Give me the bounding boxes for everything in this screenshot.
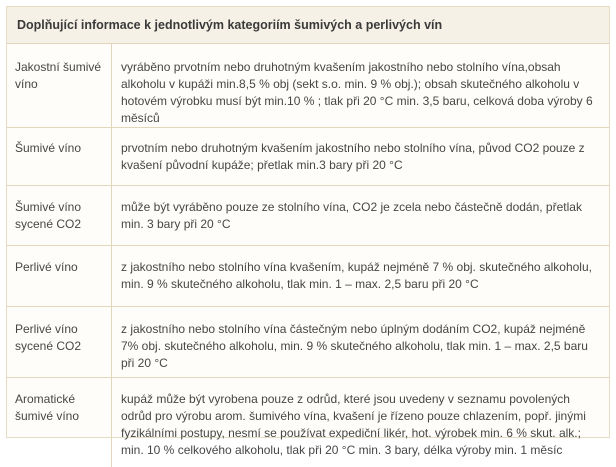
description-cell: kupáž může být vyrobena pouze z odrůd, které jsou uvedeny v seznamu povolených odrůd pro výrobu arom. šumivého vína, kvašení je řízeno pouze chlazením, popř. jinými fyzikálními postupy, nesmí se používat expediční likér, hot. výrobek min. 6 % skut. alk.; min. 10 % celkového alkoholu, tlak při 20 °C min. 3 bary, délka výroby min. 1 měsíc [112,378,610,467]
category-cell: Aromatické šumivé víno [7,378,112,467]
description-cell: z jakostního nebo stolního vína kvašením, kupáž nejméně 7 % obj. skutečného alkoholu, min. 9 % skutečného alkoholu, tlak min. 1 – max. 2,5 baru při 20 °C [112,246,610,307]
description-cell: prvotním nebo druhotným kvašením jakostního nebo stolního vína, původ CO2 pouze z kvašení původní kupáže; přetlak min.3 bary při 20 °C [112,128,610,186]
info-table-container [6,6,610,438]
category-cell: Perlivé víno sycené CO2 [7,307,112,378]
table-row [7,128,609,186]
table-row [7,44,609,128]
table-title: Doplňující informace k jednotlivým kategoriím šumivých a perlivých vín [7,7,609,44]
table-row [7,307,609,378]
category-cell: Šumivé víno sycené CO2 [7,186,112,246]
description-cell: z jakostního nebo stolního vína částečným nebo úplným dodáním CO2, kupáž nejméně 7% obj. skutečného alkoholu, min. 9 % skutečného alkoholu, tlak min. 1 – max. 2,5 baru při 20 °C [112,307,610,378]
table-row [7,246,609,307]
description-cell: může být vyráběno pouze ze stolního vína, CO2 je zcela nebo částečně dodán, přetlak min. 3 bary při 20 °C [112,186,610,246]
table-row [7,378,609,467]
category-cell: Perlivé víno [7,246,112,307]
description-cell: vyráběno prvotním nebo druhotným kvašením jakostního nebo stolního vína,obsah alkoholu v kupáži min.8,5 % obj (sekt s.o. min. 9 % obj.); obsah skutečného alkoholu v hotovém výrobku musí být min.10 % ; tlak při 20 °C min. 3,5 baru, celková doba výroby 6 měsíců [112,44,610,128]
wine-categories-table [7,44,609,467]
table-row [7,186,609,246]
category-cell: Jakostní šumivé víno [7,44,112,128]
category-cell: Šumivé víno [7,128,112,186]
